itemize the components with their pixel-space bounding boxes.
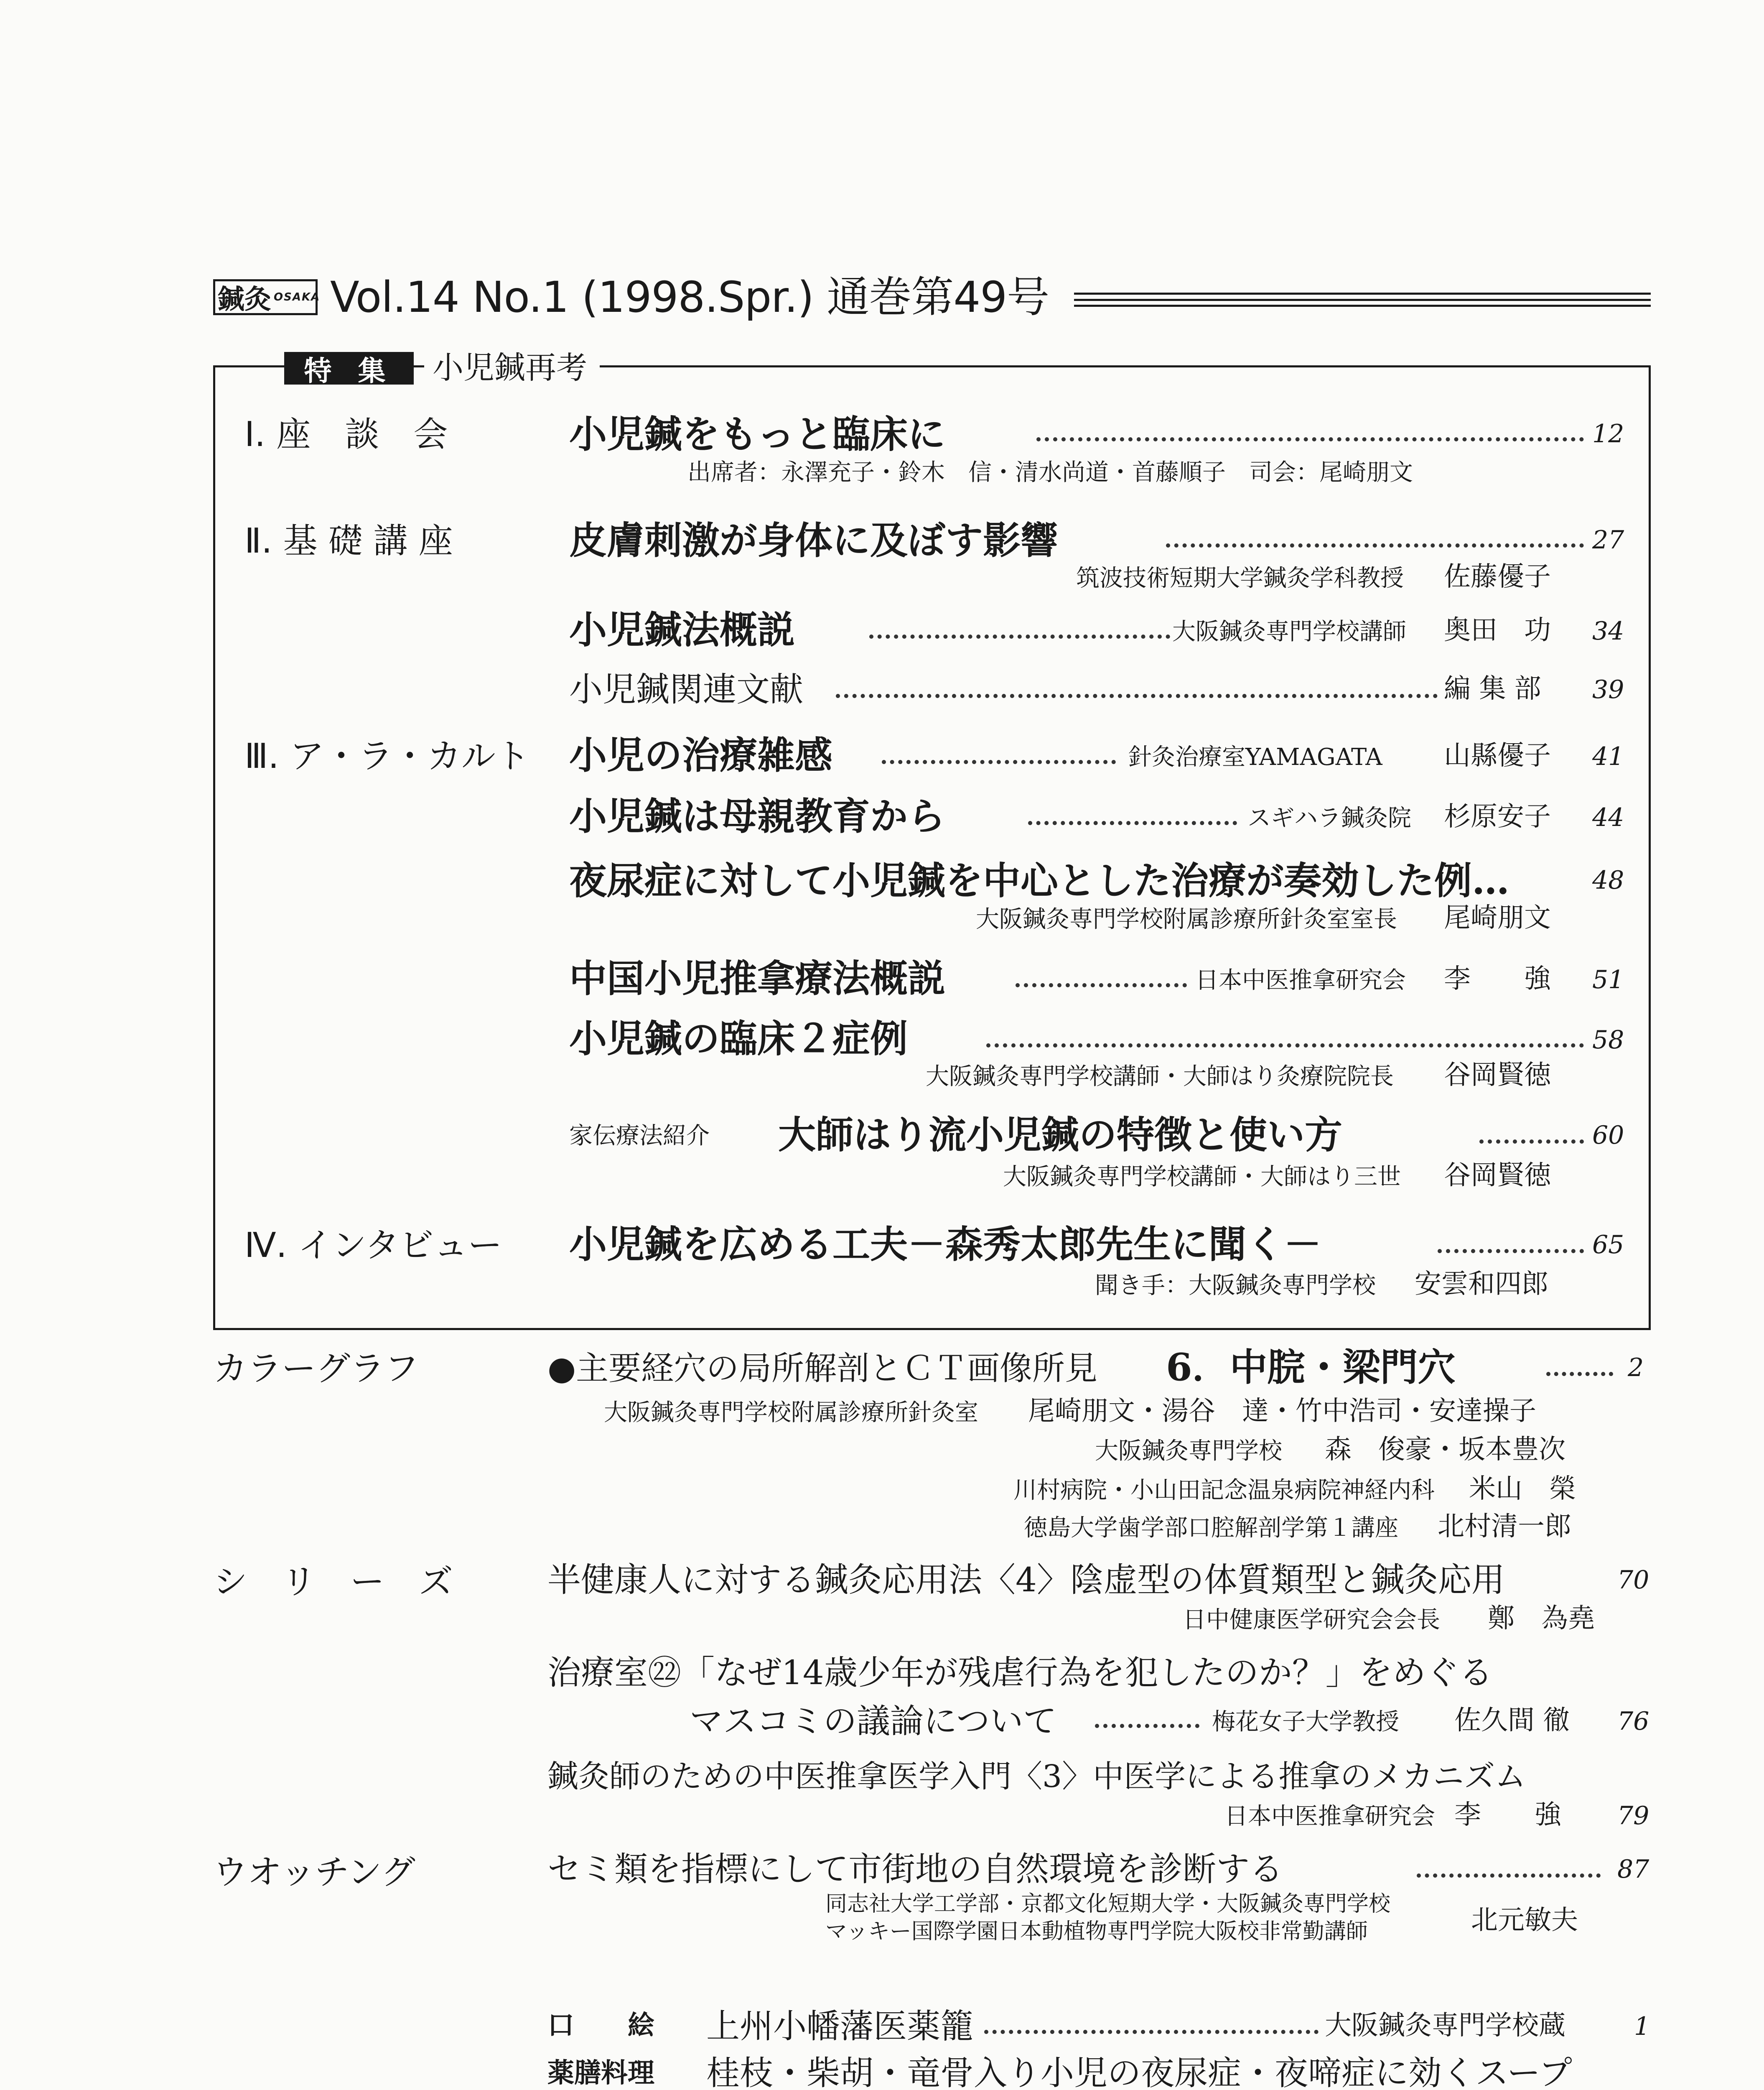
page-number: 58 — [1592, 1025, 1624, 1055]
credit-affiliation: 大阪鍼灸専門学校 — [1095, 1438, 1282, 1465]
author-name: 李 強 — [1444, 963, 1551, 994]
dot-leader — [1016, 983, 1187, 987]
feature-prefix: 家伝療法紹介 — [569, 1122, 710, 1150]
page-number: 27 — [1592, 525, 1624, 555]
watching-label: ウオッチング — [213, 1853, 415, 1892]
series-title: 鍼灸師のための中医推拿医学入門〈3〉中医学による推拿のメカニズム — [547, 1759, 1526, 1794]
page-number: 48 — [1592, 866, 1624, 895]
logo-sub: OSAKA — [274, 291, 321, 303]
toc-title: 小児鍼関連文献 — [569, 670, 803, 709]
logo-main: 鍼灸 — [218, 284, 271, 315]
misc-title: 上州小幡藩医薬籠 — [706, 2007, 974, 2046]
participants: 出席者：永澤充子・鈴木 信・清水尚道・首藤順子 司会：尾崎朋文 — [687, 459, 1413, 486]
dot-leader — [1166, 543, 1584, 548]
section-label-4: Ⅳ. インタビュー — [244, 1226, 502, 1265]
toc-title: 小児の治療雑感 — [569, 733, 832, 777]
page-number: 79 — [1617, 1801, 1649, 1830]
credit-affiliation: 川村病院・小山田記念温泉病院神経内科 — [1013, 1477, 1435, 1504]
dot-leader — [1438, 1249, 1584, 1253]
page-number: 60 — [1592, 1121, 1624, 1150]
author-name: 大阪鍼灸専門学校蔵 — [1325, 2010, 1565, 2041]
author-affiliation: 大阪鍼灸専門学校講師・大師はり灸療院院長 — [926, 1063, 1394, 1090]
author-name: 山縣優子 — [1444, 740, 1551, 771]
page-number: 1 — [1634, 2012, 1650, 2041]
author-affiliation: スギハラ鍼灸院 — [1247, 805, 1411, 832]
page-number: 76 — [1617, 1707, 1649, 1736]
credit-authors: 北村清一郎 — [1438, 1511, 1571, 1542]
dot-leader — [882, 760, 1116, 764]
series-label: シ リ ー ズ — [213, 1562, 453, 1602]
page-number: 87 — [1617, 1855, 1649, 1884]
dot-leader — [1417, 1873, 1601, 1878]
feature-box — [213, 365, 1651, 1330]
author-name: 尾崎朋文 — [1444, 902, 1551, 933]
series-title: 半健康人に対する鍼灸応用法〈4〉陰虚型の体質類型と鍼灸応用 — [547, 1560, 1505, 1599]
author-name: 谷岡賢徳 — [1444, 1160, 1551, 1191]
issue-header: Vol.14 No.1 (1998.Spr.) 通巻第49号 — [330, 273, 1049, 322]
author-name: 杉原安子 — [1444, 801, 1551, 832]
page-number: 12 — [1592, 419, 1624, 449]
page-number: 51 — [1592, 965, 1624, 994]
credit-affiliation: 徳島大学歯学部口腔解剖学第１講座 — [1024, 1514, 1398, 1542]
header-rule — [1074, 293, 1651, 307]
author-affiliation: 筑波技術短期大学鍼灸学科教授 — [1076, 565, 1404, 592]
colorgraph-label: カラーグラフ — [213, 1349, 419, 1389]
page-number: 34 — [1592, 617, 1624, 646]
author-affiliation: 大阪鍼灸専門学校講師 — [1172, 618, 1406, 645]
author-affiliation: 針灸治療室YAMAGATA — [1128, 744, 1382, 771]
section-label-3: Ⅲ. ア・ラ・カルト — [244, 737, 530, 776]
dot-leader — [869, 635, 1170, 639]
author-affiliation: 日中健康医学研究会会長 — [1183, 1606, 1440, 1634]
author-name: 鄭 為堯 — [1488, 1603, 1595, 1634]
author-affiliation: 梅花女子大学教授 — [1212, 1708, 1399, 1736]
toc-title: 中国小児推拿療法概説 — [569, 956, 945, 1001]
section-label-2: Ⅱ. 基 礎 講 座 — [244, 521, 453, 561]
feature-badge: 特 集 — [284, 352, 414, 385]
series-prefix: 治療室㉒ — [547, 1653, 681, 1692]
colorgraph-subtitle: 6．中脘・梁門穴 — [1166, 1345, 1456, 1389]
page-number: 39 — [1592, 675, 1624, 704]
author-affiliation: 大阪鍼灸専門学校講師・大師はり三世 — [1003, 1163, 1401, 1190]
toc-title: 小児鍼をもっと臨床に — [569, 412, 945, 456]
credit-authors: 森 俊豪・坂本豊次 — [1325, 1434, 1565, 1465]
dot-leader — [1546, 1372, 1613, 1376]
toc-title: 夜尿症に対して小児鍼を中心とした治療が奏効した例… — [569, 859, 1509, 903]
toc-title: 小児鍼の臨床２症例 — [569, 1017, 908, 1061]
author-name: 李 強 — [1454, 1799, 1561, 1830]
toc-title: 小児鍼は母親教育から — [569, 794, 945, 839]
author-affiliation: 日本中医推拿研究会 — [1224, 1803, 1435, 1830]
section-label-1: Ⅰ. 座 談 会 — [244, 415, 448, 454]
page-number: 41 — [1592, 742, 1624, 771]
misc-label: 口 絵 — [547, 2010, 654, 2041]
author-name: 奥田 功 — [1444, 615, 1551, 646]
journal-logo — [213, 279, 321, 315]
author-name: 谷岡賢徳 — [1444, 1060, 1551, 1091]
credit-authors: 米山 榮 — [1469, 1473, 1576, 1504]
page-number: 65 — [1592, 1230, 1624, 1259]
dot-leader — [1036, 437, 1584, 441]
dot-leader — [1028, 821, 1237, 825]
author-affiliation: マッキー国際学園日本動植物専門学院大阪校非常勤講師 — [825, 1919, 1368, 1944]
misc-title: 桂枝・柴胡・竜骨入り小児の夜尿症・夜啼症に効くスープ — [706, 2054, 1572, 2090]
author-affiliation: 大阪鍼灸専門学校附属診療所針灸室室長 — [976, 906, 1397, 933]
dot-leader — [1095, 1724, 1199, 1728]
author-affiliation: 日本中医推拿研究会 — [1195, 967, 1406, 994]
author-name: 佐藤優子 — [1444, 561, 1551, 592]
misc-label: 薬膳料理 — [547, 2057, 654, 2089]
dot-leader — [984, 2030, 1319, 2034]
author-name: 北元敏夫 — [1471, 1905, 1578, 1936]
credit-authors: 尾崎朋文・湯谷 達・竹中浩司・安達操子 — [1028, 1396, 1536, 1427]
toc-title: 大師はり流小児鍼の特徴と使い方 — [778, 1113, 1342, 1157]
page-number: 44 — [1592, 803, 1624, 832]
author-affiliation: 同志社大学工学部・京都文化短期大学・大阪鍼灸専門学校 — [825, 1891, 1391, 1917]
page-number: 2 — [1628, 1353, 1644, 1382]
feature-theme: 小児鍼再考 — [424, 348, 600, 388]
author-name: 佐久間 徹 — [1454, 1705, 1570, 1736]
toc-title: 小児鍼を広める工夫－森秀太郎先生に聞く－ — [569, 1222, 1321, 1267]
toc-title: 皮膚刺激が身体に及ぼす影響 — [569, 518, 1058, 563]
dot-leader — [986, 1043, 1584, 1048]
dot-leader — [1479, 1139, 1584, 1144]
author-name: 安雲和四郎 — [1415, 1269, 1548, 1300]
watching-title: セミ類を指標にして市街地の自然環境を診断する — [547, 1850, 1283, 1889]
series-title-cont: マスコミの議論について — [690, 1702, 1057, 1741]
toc-title: 小児鍼法概説 — [569, 608, 795, 652]
page-number: 70 — [1617, 1565, 1649, 1595]
author-affiliation: 聞き手：大阪鍼灸専門学校 — [1095, 1272, 1376, 1299]
credit-affiliation: 大阪鍼灸専門学校附属診療所針灸室 — [604, 1399, 978, 1426]
series-title: 「なぜ14歳少年が残虐行為を犯したのか？」をめぐる — [681, 1653, 1493, 1692]
author-name: 編 集 部 — [1444, 673, 1541, 704]
colorgraph-title: ●主要経穴の局所解剖とＣＴ画像所見 — [547, 1350, 1098, 1387]
dot-leader — [836, 694, 1438, 698]
